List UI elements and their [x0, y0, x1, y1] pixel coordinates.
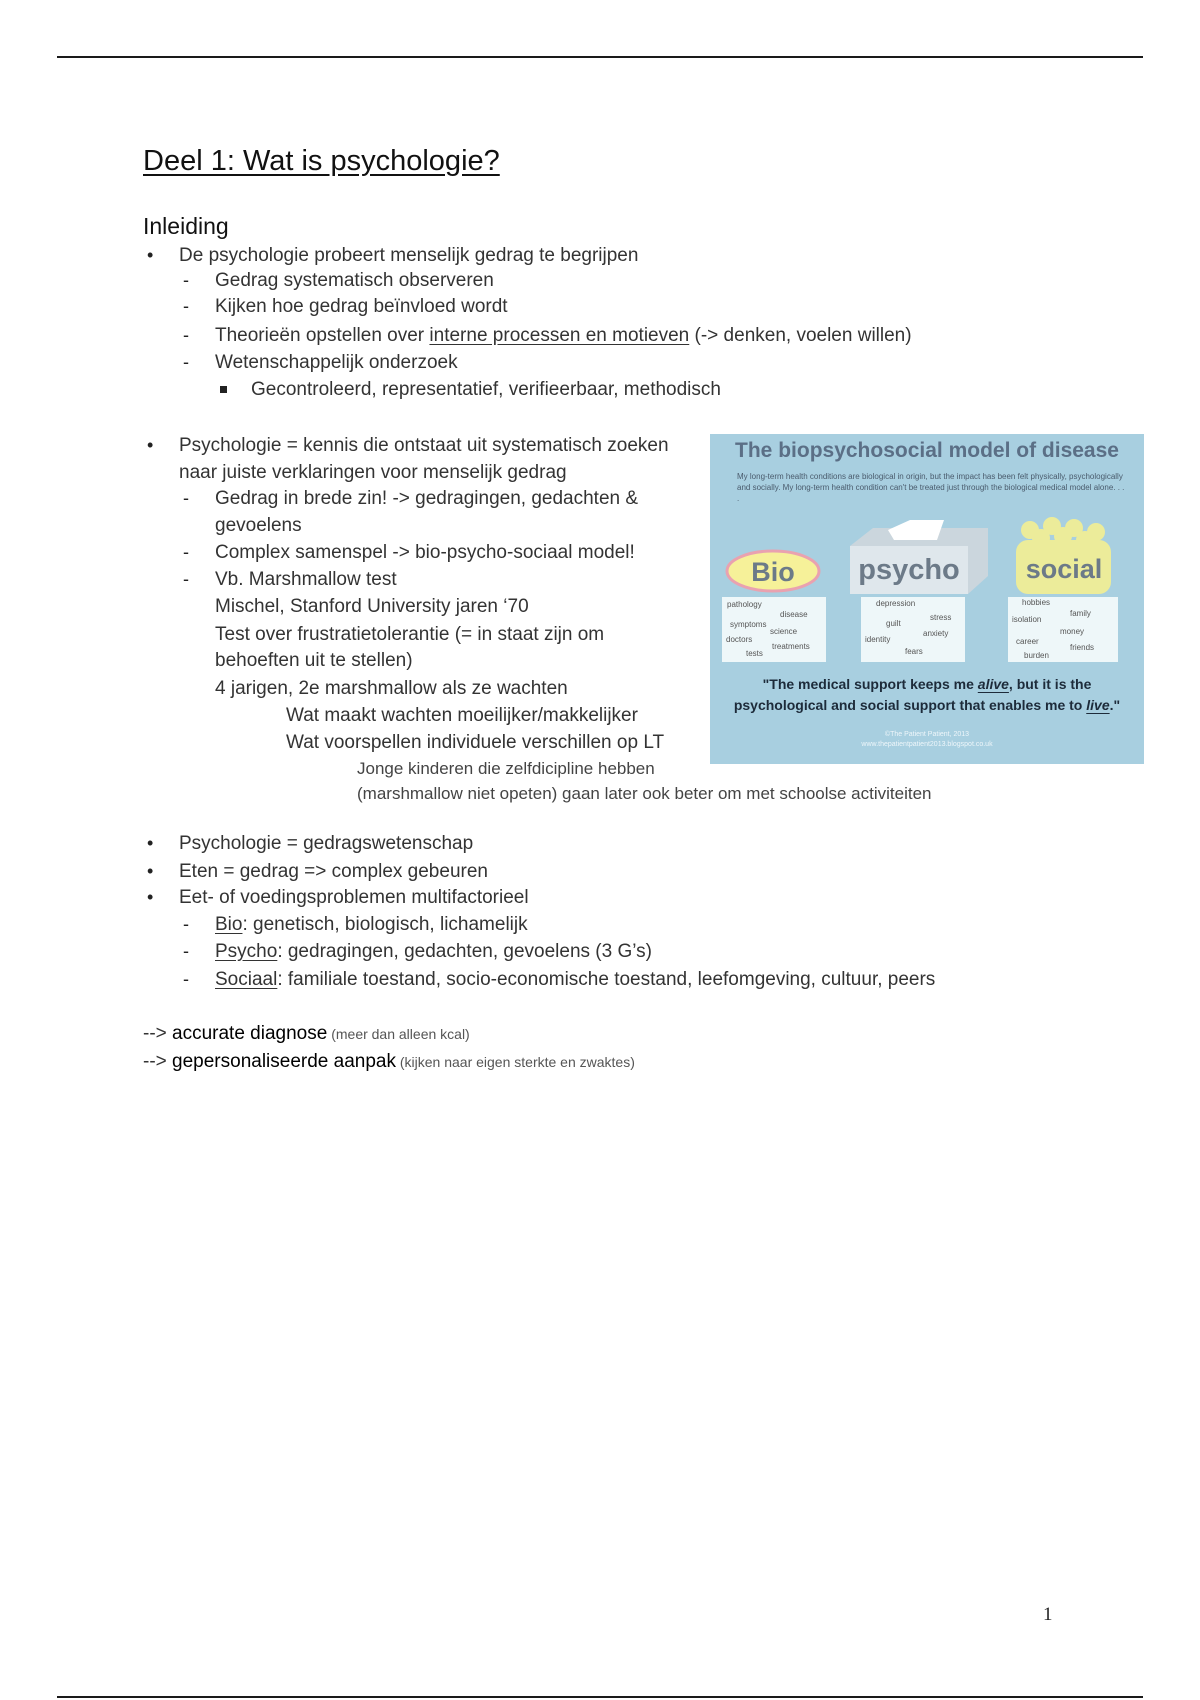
quote-part: "The medical support keeps me — [762, 676, 978, 692]
dash-marker: - — [183, 296, 189, 316]
dash-marker: - — [183, 270, 189, 290]
arrow: --> — [143, 1051, 173, 1072]
conclusion-bold: gepersonaliseerde aanpak — [172, 1051, 396, 1072]
quote-emphasis: live — [1086, 697, 1110, 713]
figure-word: fears — [905, 647, 923, 656]
bullet-text: Eet- of voedingsproblemen multifactorieel — [179, 887, 529, 908]
figure-credits — [710, 730, 1144, 750]
figure-word: doctors — [726, 635, 753, 644]
sub-item-text: 4 jarigen, 2e marshmallow als ze wachten — [215, 678, 568, 699]
sub-item-text: Gedrag systematisch observeren — [215, 270, 494, 291]
dash-marker: - — [183, 569, 189, 589]
sub-item-text: gevoelens — [215, 515, 302, 536]
sub-item-text: Gedrag in brede zin! -> gedragingen, gedachten & — [215, 488, 639, 509]
bullet-text: Eten = gedrag => complex gebeuren — [179, 861, 488, 882]
factor-text: : genetisch, biologisch, lichamelijk — [242, 914, 528, 935]
dash-marker: - — [183, 488, 189, 508]
sub-item-text — [215, 325, 912, 347]
social-label: social — [1025, 554, 1103, 584]
figure-title: The biopsychosocial model of disease — [735, 439, 1119, 462]
quote-part: ." — [1109, 697, 1121, 713]
sub-item-text: behoeften uit te stellen) — [215, 650, 413, 671]
dash-marker: - — [183, 352, 189, 372]
quote-emphasis: alive — [977, 676, 1009, 692]
figure-quote-line2 — [710, 695, 1144, 716]
figure-word: identity — [865, 635, 891, 644]
figure-word: depression — [876, 599, 916, 608]
header-rule — [57, 56, 1143, 58]
figure-subtitle: My long-term health conditions are biological in origin, but the impact has been felt physically, psychologically and socially. My long-term health condition can't be treated just through the biological medical model alone. . . . — [737, 472, 1125, 503]
sub-item-text-post: (-> denken, voelen willen) — [689, 325, 912, 346]
bullet-marker: • — [147, 435, 154, 455]
figure-word: stress — [930, 613, 952, 622]
arrow: --> — [143, 1023, 173, 1044]
figure-word: treatments — [772, 642, 810, 651]
factor-psycho — [215, 941, 652, 963]
factor-label: Bio — [215, 914, 243, 935]
factor-label: Sociaal — [215, 969, 278, 990]
page-number: 1 — [1043, 1604, 1053, 1625]
dash-marker: - — [183, 542, 189, 562]
sub-item-text: Mischel, Stanford University jaren ‘70 — [215, 596, 529, 617]
factor-label: Psycho — [215, 941, 278, 962]
conclusion-diagnose — [143, 1023, 470, 1045]
question-text: Wat voorspellen individuele verschillen op LT — [286, 732, 665, 753]
answer-text: Jonge kinderen die zelfdicipline hebben — [357, 759, 655, 778]
factor-text: : gedragingen, gedachten, gevoelens (3 G’s) — [277, 941, 652, 962]
factor-text: : familiale toestand, socio-economische toestand, leefomgeving, cultuur, peers — [277, 969, 936, 990]
sub-item-text: Vb. Marshmallow test — [215, 569, 397, 590]
figure-word: money — [1060, 627, 1085, 636]
sub-item-text-pre: Theorieën opstellen over — [215, 325, 430, 346]
sub-item-text: Complex samenspel -> bio-psycho-sociaal model! — [215, 542, 635, 563]
tissue-shape — [888, 520, 944, 540]
figure-word: friends — [1070, 643, 1095, 652]
figure-word: hobbies — [1022, 598, 1051, 607]
bullet-text: De psychologie probeert menselijk gedrag te begrijpen — [179, 245, 639, 266]
figure-word: isolation — [1012, 615, 1042, 624]
footer-rule — [57, 1696, 1143, 1698]
figure-word: tests — [746, 649, 763, 658]
figure-word: disease — [780, 610, 808, 619]
figure-word: pathology — [727, 600, 762, 609]
bio-label: Bio — [751, 557, 795, 587]
sub-item-text: Test over frustratietolerantie (= in staat zijn om — [215, 624, 605, 645]
bullet-marker: • — [147, 833, 154, 853]
dash-marker: - — [183, 325, 189, 345]
conclusion-aanpak — [143, 1051, 635, 1073]
bullet-marker: • — [147, 861, 154, 881]
bullet-marker: • — [147, 245, 154, 265]
bullet-marker: • — [147, 887, 154, 907]
quote-part: psychological and social support that enables me to — [733, 697, 1087, 713]
sub-item-text: Wetenschappelijk onderzoek — [215, 352, 458, 373]
conclusion-bold: accurate diagnose — [172, 1023, 328, 1044]
underlined-phrase: interne processen en motieven — [429, 325, 690, 346]
quote-part: , but it is the — [1008, 676, 1092, 692]
factor-sociaal — [215, 969, 935, 991]
square-bullet — [220, 386, 227, 393]
section-heading: Inleiding — [143, 213, 229, 239]
figure-word: burden — [1024, 651, 1049, 660]
sub-sub-item-text: Gecontroleerd, representatief, verifieerbaar, methodisch — [251, 379, 721, 400]
bullet-text: Psychologie = gedragswetenschap — [179, 833, 474, 854]
figure-quote — [710, 674, 1144, 716]
figure-credit-url: www.thepatientpatient2013.blogspot.co.uk — [861, 741, 993, 748]
dash-marker: - — [183, 914, 189, 934]
dash-marker: - — [183, 941, 189, 961]
figure-word: guilt — [886, 619, 901, 628]
figure-word: family — [1070, 609, 1091, 618]
dash-marker: - — [183, 969, 189, 989]
bullet-text: naar juiste verklaringen voor menselijk gedrag — [179, 462, 567, 483]
psycho-label: psycho — [858, 554, 960, 586]
figure-word: anxiety — [923, 629, 949, 638]
page-title: Deel 1: Wat is psychologie? — [143, 145, 500, 177]
question-text: Wat maakt wachten moeilijker/makkelijker — [286, 705, 638, 726]
conclusion-note: (kijken naar eigen sterkte en zwaktes) — [395, 1054, 635, 1070]
figure-word: symptoms — [730, 620, 767, 629]
factor-bio — [215, 914, 528, 936]
figure-quote-line1 — [710, 674, 1144, 695]
figure-word: career — [1016, 637, 1039, 646]
conclusion-note: (meer dan alleen kcal) — [327, 1026, 470, 1042]
biopsychosocial-figure — [710, 434, 1144, 764]
bullet-text: Psychologie = kennis die ontstaat uit systematisch zoeken — [179, 435, 669, 456]
figure-credit-line: ©The Patient Patient, 2013 — [884, 731, 970, 738]
figure-word: science — [770, 627, 798, 636]
sub-item-text: Kijken hoe gedrag beïnvloed wordt — [215, 296, 508, 317]
answer-text: (marshmallow niet opeten) gaan later ook beter om met schoolse activiteiten — [357, 784, 932, 803]
